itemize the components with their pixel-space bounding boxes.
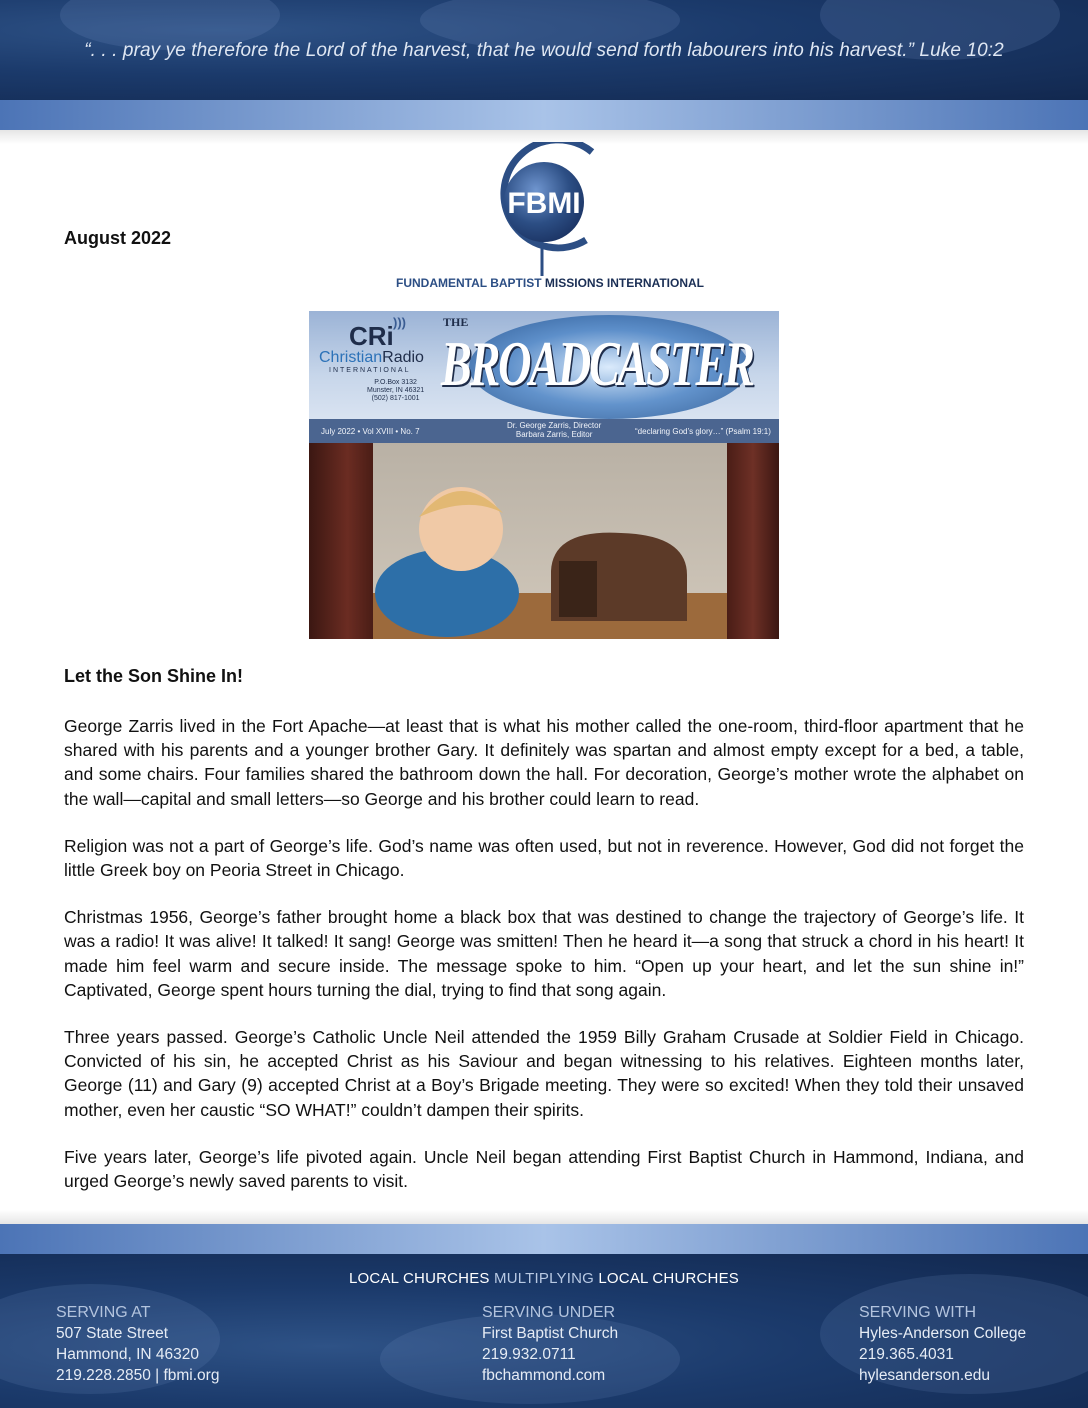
issue-bar: [309, 419, 779, 443]
website-link[interactable]: hylesanderson.edu: [859, 1367, 990, 1384]
article-paragraph: Christmas 1956, George’s father brought home a black box that was destined to change the trajectory of George’s life. It was a radio! It was alive! It talked! It sang! George was smitten! Then he heard it—a song that struck a chord in his heart! It made him feel warm and secure inside. The message spoke to him. “Open up your heart, and let the sun shine in!” Captivated, George spent hours turning the dial, trying to find that song again.: [64, 907, 1024, 1000]
church-name: First Baptist Church: [482, 1325, 619, 1342]
boy-radio-illustration: [309, 443, 779, 639]
serving-under-column: [482, 1302, 618, 1386]
masthead: [309, 311, 779, 419]
editor: Barbara Zarris, Editor: [515, 430, 593, 439]
article-paragraph: Three years passed. George’s Catholic Uncle Neil attended the 1959 Billy Graham Crusade at Soldier Field in Chicago. Convicted of his sin, he accepted Christ as his Saviour and began witnessing to his relatives. Eighteen months later, George (11) and Gary (9) accepted Christ at a Boy’s Brigade meeting. They were so excited! When they told their unsaved mother, even her caustic “SO WHAT!” couldn’t dampen their spirits.: [64, 1027, 1024, 1120]
footer-tagline: [0, 1270, 1088, 1287]
scripture-quote: “. . . pray ye therefore the Lord of the harvest, that he would send forth labourers into his harvest.” Luke 10:2: [84, 40, 1004, 61]
tagline-word: LOCAL CHURCHES: [349, 1270, 490, 1287]
logo-name-part1: FUNDAMENTAL BAPTIST: [396, 276, 542, 290]
cri-international: INTERNATIONAL: [329, 367, 411, 374]
director: Dr. George Zarris, Director: [507, 421, 602, 430]
footer-banner: [0, 1254, 1088, 1408]
address-line: (502) 817-1001: [371, 395, 420, 402]
article-paragraph: George Zarris lived in the Fort Apache—at least that is what his mother called the one-room, third-floor apartment that he shared with his parents and a younger brother Gary. It definitely was spartan and almost empty except for a bed, a table, and some chairs. Four families shared the bathroom down the hall. For decoration, George’s mother wrote the alphabet on the wall—capital and small letters—so George and his brother could learn to read.: [64, 716, 1024, 809]
column-title: SERVING UNDER: [482, 1304, 616, 1321]
website-link[interactable]: fbchammond.com: [482, 1367, 606, 1384]
tagline-word: LOCAL CHURCHES: [598, 1270, 739, 1287]
masthead-the: THE: [443, 315, 469, 329]
letter-date: August 2022: [64, 228, 172, 248]
editors: [507, 421, 601, 439]
article-paragraph: Five years later, George’s life pivoted again. Uncle Neil began attending First Baptist Church in Hammond, Indiana, and urged George’s newly saved parents to visit.: [64, 1146, 1024, 1192]
cri-christian: Christian: [319, 349, 383, 366]
column-title: SERVING WITH: [859, 1304, 977, 1321]
contact-line[interactable]: 219.228.2850 | fbmi.org: [56, 1367, 220, 1384]
logo-wordmark: [396, 276, 705, 290]
address-line: Munster, IN 46321: [367, 387, 425, 394]
fbmi-logo: [396, 142, 705, 294]
broadcaster-newsletter-image: [309, 311, 779, 639]
header-stripe: [0, 100, 1088, 130]
tagline-word: MULTIPLYING: [494, 1270, 594, 1287]
address-line: 507 State Street: [56, 1325, 169, 1342]
cri-address: [367, 379, 424, 403]
radio-grille: [559, 561, 597, 617]
footer-stripe: [0, 1224, 1088, 1254]
serving-at-column: [56, 1302, 219, 1386]
cri-name: [319, 349, 424, 367]
cri-radio: Radio: [382, 349, 424, 366]
article-body: [64, 714, 1024, 1216]
issue-info: July 2022 • Vol XVIII • No. 7: [321, 427, 420, 436]
phone-number: 219.932.0711: [482, 1346, 576, 1363]
column-title: SERVING AT: [56, 1304, 151, 1321]
radio-wave-icon: ))): [393, 315, 406, 330]
fbmi-globe-icon: [396, 142, 692, 276]
logo-name-part2: MISSIONS INTERNATIONAL: [544, 276, 705, 290]
college-name: Hyles-Anderson College: [859, 1325, 1027, 1342]
address-line: P.O.Box 3132: [374, 379, 417, 386]
article-paragraph: Religion was not a part of George’s life. God’s name was often used, but not in reverence. However, God did not forget the little Greek boy on Peoria Street in Chicago.: [64, 835, 1024, 881]
phone-number: 219.365.4031: [859, 1346, 954, 1363]
masthead-title: BROADCASTER: [441, 328, 753, 399]
article-heading: Let the Son Shine In!: [64, 666, 243, 686]
footer-shadow: [0, 1210, 1088, 1224]
address-line: Hammond, IN 46320: [56, 1346, 200, 1363]
motto: “declaring God’s glory…” (Psalm 19:1): [635, 427, 771, 436]
header-banner: [0, 0, 1088, 100]
logo-mark: FBMI: [507, 187, 581, 220]
cri-letters: CRi: [349, 321, 394, 351]
serving-with-column: [859, 1302, 1026, 1386]
boy-with-radio-photo: [309, 443, 779, 639]
